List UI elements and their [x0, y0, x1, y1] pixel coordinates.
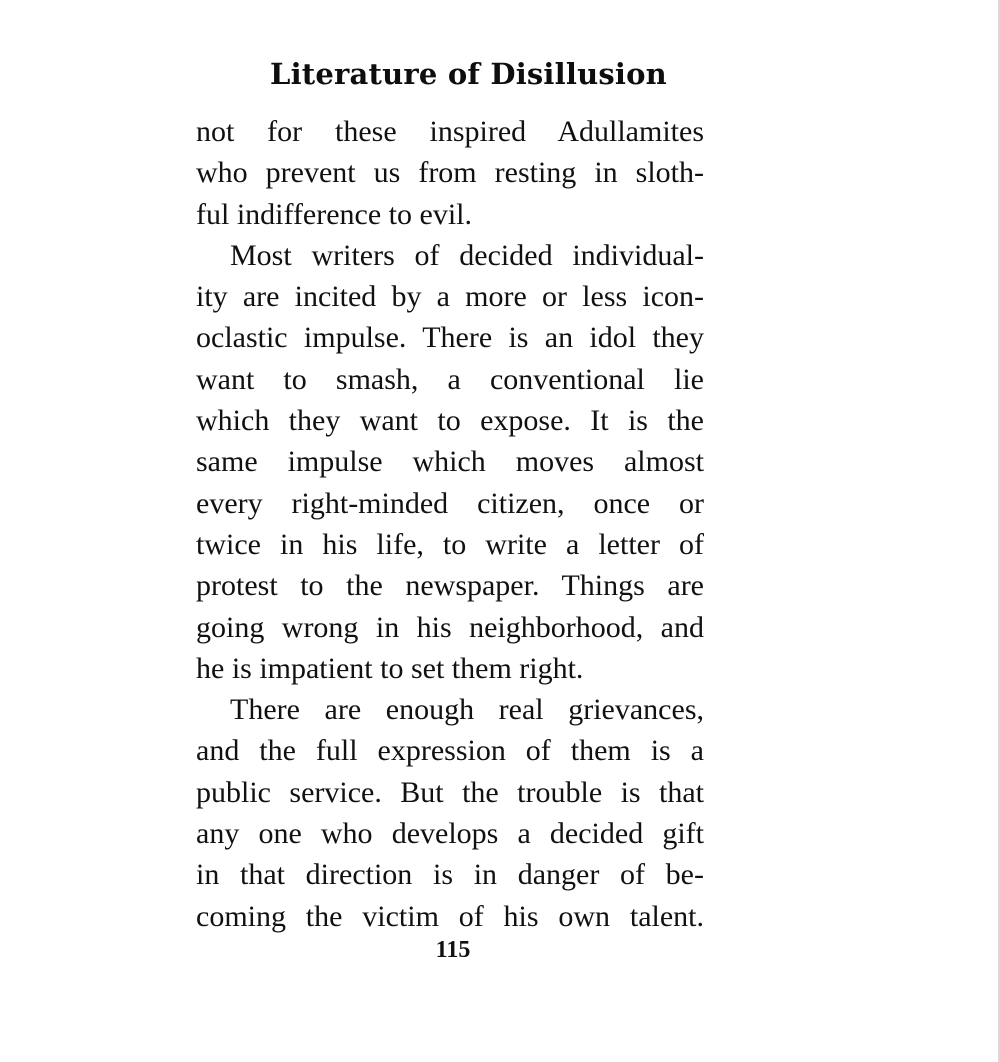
text-line: coming the victim of his own talent.	[196, 899, 704, 933]
text-line: ity are incited by a more or less icon-	[196, 280, 704, 314]
text-line: ful indifference to evil.	[196, 197, 473, 231]
running-head: Literature of Disillusion	[270, 57, 667, 91]
text-line: any one who develops a decided gift	[196, 817, 704, 851]
page-number: 115	[435, 937, 471, 963]
text-line: Most writers of decided individual-	[230, 238, 704, 272]
text-line: who prevent us from resting in sloth-	[196, 156, 704, 190]
text-line: public service. But the trouble is that	[196, 775, 704, 809]
text-line: oclastic impulse. There is an idol they	[196, 321, 704, 355]
text-line: and the full expression of them is a	[196, 734, 704, 768]
body-text	[196, 111, 704, 937]
text-line: not for these inspired Adullamites	[196, 115, 704, 148]
text-line: twice in his life, to write a letter of	[196, 527, 704, 561]
text-line: protest to the newspaper. Things are	[196, 569, 704, 603]
text-line: in that direction is in danger of be-	[196, 858, 704, 892]
text-line: which they want to expose. It is the	[196, 404, 704, 438]
text-line: same impulse which moves almost	[196, 445, 704, 479]
text-line: There are enough real grievances,	[230, 693, 704, 727]
text-line: want to smash, a conventional lie	[196, 362, 704, 396]
text-line: going wrong in his neighborhood, and	[196, 610, 704, 644]
text-line: every right-minded citizen, once or	[196, 486, 704, 520]
text-line: he is impatient to set them right.	[196, 651, 584, 685]
